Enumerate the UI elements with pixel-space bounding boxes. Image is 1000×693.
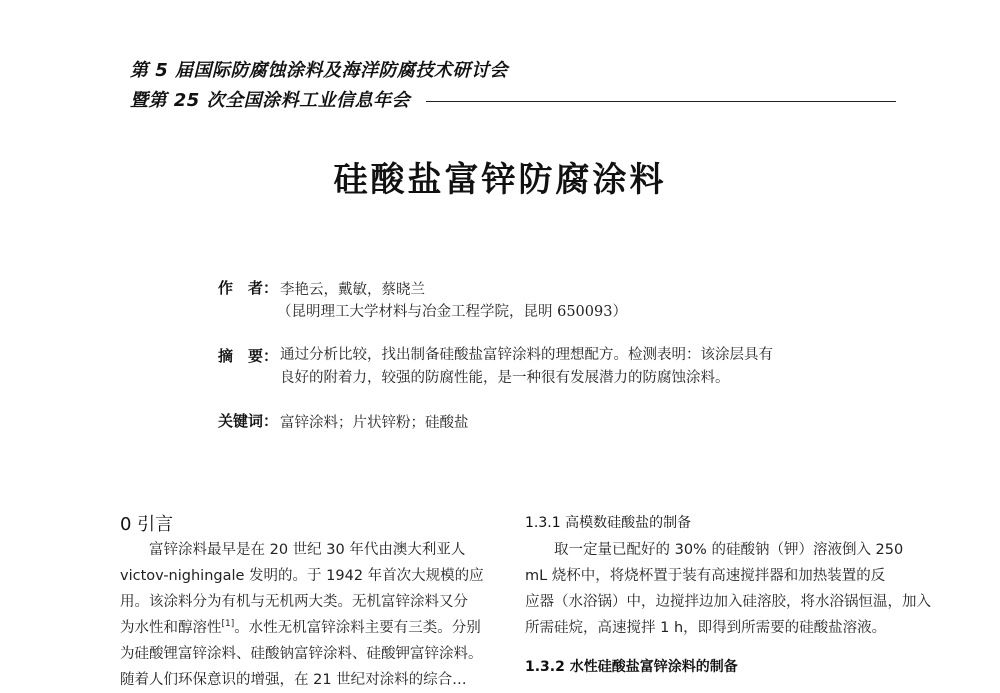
author-names: 李艳云，戴敏，蔡晓兰 [280,282,425,298]
conference-line-2: 暨第 25 次全国涂料工业信息年会 [130,90,411,111]
body-line: mL 烧杯中，将烧杯置于装有高速搅拌器和加热装置的反 [525,568,886,584]
abstract-body [280,344,800,390]
body-line: 所需硅烷，高速搅拌 1 h，即得到所需要的硅酸盐溶液。 [525,620,887,636]
keywords-value: 富锌涂料；片状锌粉；硅酸盐 [280,415,469,431]
body-line: 富锌涂料最早是在 20 世纪 30 年代由澳大利亚人 [120,542,466,558]
body-line-with-ref [120,615,495,641]
left-column-body [120,537,495,693]
conference-line-1: 第 5 届国际防腐蚀涂料及海洋防腐技术研讨会 [130,60,509,81]
body-text-segment: 为水性和醇溶性 [120,620,222,636]
subsection-heading-1-3-1: 1.3.1 高模数硅酸盐的制备 [525,515,692,531]
header-rule [426,101,896,102]
abstract-line: 良好的附着力，较强的防腐性能，是一种很有发展潜力的防腐蚀涂料。 [280,370,730,386]
body-line: 取一定量已配好的 30% 的硅酸钠（钾）溶液倒入 250 [525,542,904,558]
body-line: 随着人们环保意识的增强，在 21 世纪对涂料的综合… [120,672,467,688]
body-line: victov-nighingale 发明的。于 1942 年首次大规模的应 [120,568,484,584]
body-line: 应器（水浴锅）中，边搅拌边加入硅溶胶，将水浴锅恒温，加入 [525,594,931,610]
body-line: 用。该涂料分为有机与无机两大类。无机富锌涂料又分 [120,594,468,610]
body-text-segment: 。水性无机富锌涂料主要有三类。分别 [234,620,481,636]
body-line: 为硅酸锂富锌涂料、硅酸钠富锌涂料、硅酸钾富锌涂料。 [120,646,483,662]
authors-label: 作 者： [218,279,279,297]
keywords-label: 关键词： [218,412,279,430]
paper-title: 硅酸盐富锌防腐涂料 [333,160,667,200]
subsection-heading-1-3-2: 1.3.2 水性硅酸盐富锌涂料的制备 [525,659,738,675]
right-column-body [525,537,931,641]
author-affiliation: （昆明理工大学材料与冶金工程学院，昆明 650093） [277,304,627,320]
abstract-line: 通过分析比较，找出制备硅酸盐富锌涂料的理想配方。检测表明：该涂层具有 [280,347,773,363]
abstract-label: 摘 要： [218,347,279,365]
section-heading-intro: 0 引言 [120,514,174,535]
citation-ref[interactable]: [1] [221,619,235,630]
